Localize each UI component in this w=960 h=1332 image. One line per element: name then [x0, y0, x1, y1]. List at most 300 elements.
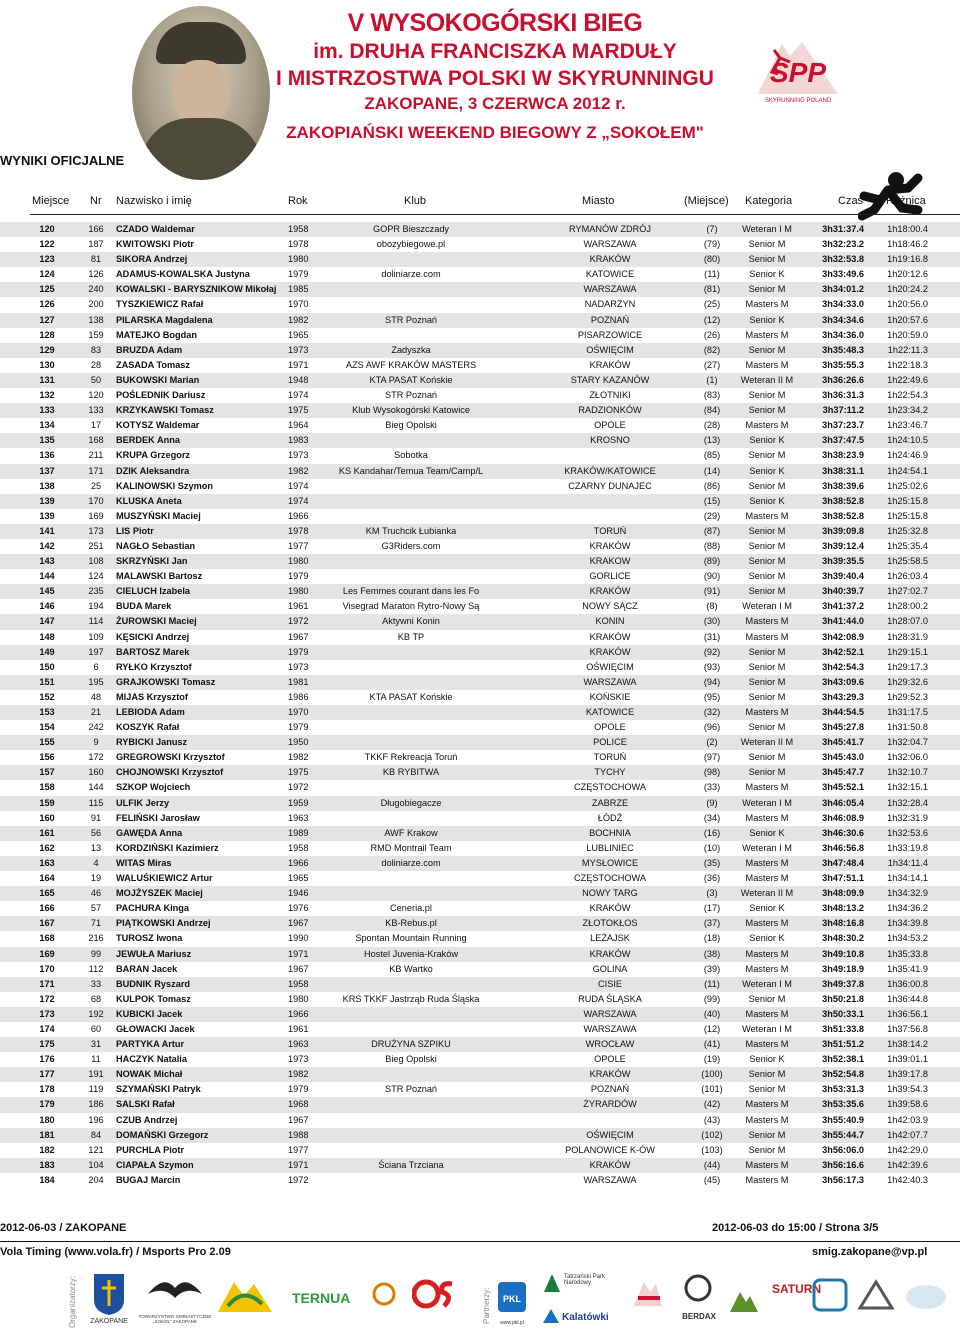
cell-rank: (95) [703, 691, 721, 702]
cell-name: SZYMAŃSKI Patryk [116, 1084, 201, 1095]
cell-club: G3Riders.com [381, 540, 441, 551]
cell-place: 136 [39, 450, 55, 461]
cell-category: Masters M [745, 1174, 789, 1185]
cell-place: 180 [39, 1114, 55, 1125]
cell-city: KATOWICE [585, 269, 635, 280]
cell-club: Długobiegacze [380, 797, 442, 808]
cell-name: LEBIODA Adam [116, 707, 185, 717]
table-row [0, 735, 960, 750]
cell-rank: (87) [703, 525, 721, 536]
cell-place: 163 [39, 857, 55, 868]
cell-category: Senior M [748, 1144, 786, 1155]
event-title: V WYSOKOGÓRSKI BIEG [347, 9, 643, 37]
cell-city: KRAKÓW [589, 903, 631, 914]
cell-place: 177 [39, 1069, 55, 1080]
cell-category: Masters M [745, 299, 789, 310]
cell-place: 162 [39, 842, 55, 853]
table-row [0, 1052, 960, 1067]
cell-rank: (32) [703, 707, 721, 717]
tatra-park-label: Tatrzański Park Narodowy [564, 1274, 606, 1286]
cell-city: ZŁOTOKŁOS [582, 918, 638, 929]
cell-rank: (96) [703, 722, 721, 733]
cell-place: 139 [39, 495, 55, 506]
cell-year: 1961 [288, 1023, 309, 1034]
cell-nr: 11 [91, 1054, 101, 1065]
cell-time: 3h38:39.6 [822, 480, 864, 491]
cell-time: 3h38:23.9 [822, 450, 864, 461]
cell-city: OPOLE [594, 1054, 626, 1065]
cell-diff: 1h34:36.2 [887, 903, 928, 914]
footer-divider [0, 1241, 960, 1242]
cell-place: 131 [39, 374, 55, 385]
cell-name: RYŁKO Krzysztof [116, 661, 192, 672]
cell-name: SKRZYŃSKI Jan [116, 556, 188, 567]
cell-diff: 1h20:56.0 [887, 299, 928, 310]
cell-nr: 81 [90, 254, 102, 265]
cell-time: 3h48:13.2 [822, 903, 864, 914]
cell-diff: 1h42:03.9 [887, 1114, 928, 1125]
cell-nr: 56 [90, 827, 102, 838]
cell-rank: (90) [703, 571, 721, 582]
cell-diff: 1h34:32.9 [887, 888, 928, 899]
cell-category: Masters M [745, 707, 789, 717]
cell-year: 1978 [288, 239, 309, 250]
table-row [0, 720, 960, 735]
cell-nr: 57 [90, 903, 102, 914]
cell-year: 1980 [288, 993, 309, 1004]
cell-city: KONIN [595, 616, 625, 627]
cell-place: 122 [39, 239, 55, 250]
cell-city: RYMANÓW ZDRÓJ [568, 224, 651, 234]
organizers-label: Organizatorzy: [68, 1275, 77, 1328]
cell-rank: (93) [703, 661, 721, 672]
cell-nr: 204 [88, 1174, 104, 1185]
cell-place: 137 [39, 465, 55, 476]
cell-rank: (82) [703, 344, 721, 355]
cell-time: 3h34:33.0 [822, 299, 864, 310]
cell-time: 3h46:08.9 [822, 812, 864, 823]
cell-city: CZARNY DUNAJEC [568, 480, 652, 491]
cell-name: MALAWSKI Bartosz [116, 571, 203, 582]
cell-year: 1970 [288, 707, 309, 717]
cell-time: 3h33:49.6 [822, 269, 864, 280]
cell-nr: 196 [88, 1114, 104, 1125]
cell-name: PIĄTKOWSKI Andrzej [116, 918, 211, 929]
cell-category: Masters M [745, 420, 789, 431]
cell-place: 132 [39, 390, 55, 401]
cell-time: 3h49:10.8 [822, 948, 864, 959]
table-row [0, 675, 960, 690]
skyrunning-poland-logo [752, 38, 844, 100]
cell-name: KĘSICKI Andrzej [116, 631, 190, 642]
cell-year: 1989 [288, 827, 309, 838]
cell-time: 3h42:08.9 [822, 631, 864, 642]
cell-nr: 216 [88, 933, 104, 944]
cell-rank: (83) [703, 390, 721, 401]
cell-rank: (81) [703, 284, 721, 295]
cell-nr: 60 [90, 1023, 102, 1034]
cell-rank: (94) [703, 676, 721, 687]
cell-time: 3h48:09.9 [822, 888, 864, 899]
cell-rank: (1) [706, 374, 718, 385]
cell-time: 3h32:23.2 [822, 239, 864, 250]
cell-year: 1972 [288, 1174, 309, 1185]
cell-city: KRAKÓW [589, 254, 631, 265]
cell-year: 1974 [288, 390, 309, 401]
cell-rank: (9) [706, 797, 718, 808]
cell-time: 3h49:18.9 [822, 963, 864, 974]
ternua-swirl-icon [372, 1282, 396, 1306]
cell-nr: 192 [88, 1008, 104, 1019]
cell-place: 127 [39, 314, 55, 325]
spp-logo-text: SPP [769, 57, 827, 88]
cell-time: 3h53:31.3 [822, 1084, 864, 1095]
cell-rank: (89) [703, 556, 721, 567]
cell-name: PARTYKA Artur [116, 1039, 185, 1050]
cell-place: 150 [39, 661, 55, 672]
cell-rank: (92) [703, 646, 721, 657]
cell-year: 1971 [288, 948, 309, 959]
cell-place: 130 [39, 359, 55, 370]
cell-city: WARSZAWA [583, 676, 637, 687]
cell-city: WARSZAWA [583, 1023, 637, 1034]
cell-diff: 1h34:39.8 [887, 918, 928, 929]
cell-rank: (30) [703, 616, 721, 627]
cell-year: 1973 [288, 1054, 309, 1065]
cell-diff: 1h32:53.6 [887, 827, 928, 838]
cell-place: 144 [39, 571, 55, 582]
cell-name: PURCHLA Piotr [116, 1144, 185, 1155]
cell-name: RYBICKI Janusz [116, 737, 188, 748]
cell-category: Senior M [748, 284, 786, 295]
zakopane-label: ZAKOPANE [90, 1318, 128, 1325]
cell-diff: 1h42:40.3 [887, 1174, 928, 1185]
table-row [0, 464, 960, 479]
cell-category: Senior K [749, 827, 785, 838]
cell-category: Weteran I M [742, 1023, 792, 1034]
cell-name: CZUB Andrzej [116, 1114, 178, 1125]
cell-category: Masters M [745, 857, 789, 868]
cell-nr: 112 [88, 963, 104, 974]
cell-nr: 115 [88, 797, 104, 808]
cell-nr: 235 [88, 586, 104, 597]
table-row [0, 690, 960, 705]
cell-year: 1958 [288, 842, 309, 853]
cell-club: KM Truchcik Łubianka [365, 525, 457, 536]
cell-category: Weteran II M [740, 888, 794, 899]
cell-year: 1959 [288, 797, 309, 808]
cell-nr: 121 [88, 1144, 104, 1155]
cell-year: 1975 [288, 767, 309, 778]
table-row [0, 765, 960, 780]
cell-diff: 1h25:35.4 [887, 540, 928, 551]
cell-rank: (13) [703, 435, 721, 446]
table-row [0, 418, 960, 433]
table-row [0, 584, 960, 599]
cell-category: Senior M [748, 993, 786, 1004]
cell-name: GRAJKOWSKI Tomasz [116, 676, 216, 687]
cell-name: MUSZYŃSKI Maciej [116, 510, 201, 521]
cell-nr: 71 [90, 918, 102, 929]
cell-rank: (12) [703, 1023, 721, 1034]
cell-place: 128 [39, 329, 55, 340]
col-club-header: Klub [404, 195, 427, 207]
cell-nr: 144 [88, 782, 104, 793]
cell-name: KOSZYK Rafał [116, 722, 180, 733]
cell-club: Bieg Opolski [385, 420, 437, 431]
cell-category: Masters M [745, 1039, 789, 1050]
cell-name: HACZYK Natalia [116, 1054, 187, 1065]
cell-place: 175 [39, 1039, 55, 1050]
cell-rank: (15) [703, 495, 721, 506]
cell-city: NOWY TARG [582, 888, 638, 899]
cell-diff: 1h36:44.8 [887, 993, 928, 1004]
cell-name: KOWALSKI - BARYSZNIKOW Mikołaj [116, 284, 277, 295]
table-row [0, 1007, 960, 1022]
cell-time: 3h47:51.1 [822, 873, 864, 884]
championship-title: I MISTRZOSTWA POLSKI W SKYRUNNINGU [276, 67, 714, 90]
cell-nr: 19 [90, 873, 102, 884]
cell-city: NOWY SĄCZ [582, 601, 638, 612]
cell-club: Ceneria.pl [390, 903, 432, 914]
cell-nr: 104 [88, 1159, 104, 1170]
table-row [0, 403, 960, 418]
cell-name: GAWĘDA Anna [116, 827, 183, 838]
cell-place: 178 [39, 1084, 55, 1095]
cell-diff: 1h32:31.9 [887, 812, 928, 823]
spp-subtitle: SKYRUNNING POLAND [764, 98, 832, 104]
cell-place: 146 [39, 601, 55, 612]
cell-city: ŁÓDŹ [597, 812, 623, 823]
cell-city: WARSZAWA [583, 239, 637, 250]
cell-time: 3h49:37.8 [822, 978, 864, 989]
cell-year: 1979 [288, 722, 309, 733]
cell-diff: 1h42:07.7 [887, 1129, 928, 1140]
cell-name: BERDEK Anna [116, 435, 180, 446]
cell-place: 145 [39, 586, 55, 597]
cell-nr: 91 [90, 812, 102, 823]
partner-logo-icon [904, 1282, 948, 1312]
cell-category: Senior K [749, 933, 785, 944]
cell-place: 148 [39, 631, 55, 642]
cell-rank: (42) [703, 1099, 721, 1110]
cell-place: 161 [39, 827, 55, 838]
cell-rank: (45) [703, 1174, 721, 1185]
cell-diff: 1h39:01.1 [887, 1054, 928, 1065]
cell-club: Hostel Juvenia-Kraków [364, 948, 458, 959]
saturn-logo: SATURN [772, 1282, 822, 1296]
cell-city: OŚWIĘCIM [586, 661, 634, 672]
cell-rank: (31) [703, 631, 721, 642]
cell-diff: 1h25:15.8 [887, 495, 928, 506]
cell-category: Senior M [748, 344, 786, 355]
cell-rank: (33) [703, 782, 721, 793]
table-row [0, 252, 960, 267]
cell-year: 1979 [288, 269, 309, 280]
cell-diff: 1h36:00.8 [887, 978, 928, 989]
cell-nr: 21 [90, 707, 102, 717]
cell-place: 139 [39, 510, 55, 521]
cell-rank: (44) [703, 1159, 721, 1170]
cell-city: RADZIONKÓW [578, 405, 642, 416]
cell-nr: 166 [88, 224, 104, 234]
cell-nr: 169 [88, 510, 104, 521]
cell-diff: 1h23:46.7 [887, 420, 928, 431]
cell-name: CZADO Waldemar [116, 224, 195, 234]
cell-nr: 191 [88, 1069, 104, 1080]
cell-rank: (88) [703, 540, 721, 551]
cell-category: Masters M [745, 510, 789, 521]
table-row [0, 297, 960, 312]
cell-city: KRAKÓW [589, 586, 631, 597]
cell-rank: (7) [706, 224, 718, 234]
cell-time: 3h38:52.8 [822, 495, 864, 506]
cell-time: 3h48:30.2 [822, 933, 864, 944]
col-time-header: Czas [838, 195, 864, 207]
cell-name: TUROSZ Iwona [116, 933, 183, 944]
cell-rank: (27) [703, 359, 721, 370]
cell-category: Senior M [748, 450, 786, 461]
cell-nr: 200 [88, 299, 104, 310]
berdax-label: BERDAX [682, 1312, 716, 1321]
cell-nr: 126 [88, 269, 104, 280]
cell-city: OPOLE [594, 420, 626, 431]
cell-place: 168 [39, 933, 55, 944]
cell-rank: (11) [704, 269, 720, 280]
cell-diff: 1h37:56.8 [887, 1023, 928, 1034]
cell-nr: 6 [93, 661, 99, 672]
cell-category: Masters M [745, 918, 789, 929]
cell-nr: 173 [88, 525, 104, 536]
pkl-url: www.pkl.pl [500, 1320, 524, 1326]
cell-category: Senior K [749, 465, 785, 476]
cell-year: 1985 [288, 284, 309, 295]
table-row [0, 992, 960, 1007]
cell-year: 1971 [288, 1159, 309, 1170]
cell-year: 1968 [288, 1099, 309, 1110]
cell-rank: (99) [703, 993, 721, 1004]
cell-rank: (19) [703, 1054, 721, 1065]
cell-name: SIKORA Andrzej [116, 254, 188, 265]
cell-diff: 1h25:32.8 [887, 525, 928, 536]
cell-category: Masters M [745, 812, 789, 823]
table-row [0, 750, 960, 765]
cell-nr: 84 [90, 1129, 102, 1140]
cell-diff: 1h22:49.6 [887, 374, 928, 385]
cell-time: 3h36:31.3 [822, 390, 864, 401]
cell-name: BARAN Jacek [116, 963, 178, 974]
cell-club: DRUŻYNA SZPIKU [371, 1039, 451, 1050]
cell-diff: 1h25:02.6 [887, 480, 928, 491]
cell-city: LEŻAJSK [590, 933, 630, 944]
berdax-logo-icon [684, 1274, 712, 1304]
cell-rank: (100) [701, 1069, 723, 1080]
cell-city: CZĘSTOCHOWA [574, 782, 646, 793]
cell-year: 1958 [288, 224, 309, 234]
cell-nr: 251 [88, 540, 104, 551]
table-row [0, 871, 960, 886]
tatra-park-icon [542, 1272, 562, 1294]
cell-place: 124 [39, 269, 55, 280]
cell-place: 125 [39, 284, 55, 295]
table-row [0, 448, 960, 463]
cell-place: 174 [39, 1023, 55, 1034]
cell-rank: (36) [703, 873, 721, 884]
table-row [0, 343, 960, 358]
table-row [0, 328, 960, 343]
cell-category: Senior M [748, 1129, 786, 1140]
cell-place: 176 [39, 1054, 55, 1065]
results-table [0, 222, 960, 1188]
cell-category: Senior M [748, 390, 786, 401]
table-row [0, 796, 960, 811]
cell-diff: 1h20:24.2 [887, 284, 928, 295]
table-row [0, 222, 960, 237]
cell-city: POLANOWICE K-ÓW [565, 1144, 655, 1155]
cell-time: 3h42:52.1 [822, 646, 864, 657]
cell-year: 1966 [288, 1008, 309, 1019]
cell-year: 1981 [288, 676, 309, 687]
cell-rank: (98) [703, 767, 721, 778]
cell-club: KB-Rebus.pl [385, 918, 437, 929]
cell-city: RUDA ŚLĄSKA [578, 993, 642, 1004]
table-row [0, 494, 960, 509]
cell-rank: (86) [703, 480, 721, 491]
cell-time: 3h38:52.8 [822, 510, 864, 521]
cell-time: 3h39:40.4 [822, 571, 864, 582]
cell-city: WARSZAWA [583, 1174, 637, 1185]
table-row [0, 901, 960, 916]
cell-category: Weteran I M [742, 224, 792, 234]
cell-diff: 1h29:17.3 [887, 661, 928, 672]
cell-nr: 68 [90, 993, 102, 1004]
cell-diff: 1h32:06.0 [887, 752, 928, 763]
sponsor-strip [0, 1268, 960, 1332]
cell-year: 1964 [288, 420, 309, 431]
cell-category: Masters M [745, 631, 789, 642]
cell-rank: (10) [703, 842, 721, 853]
event-logo-icon [214, 1276, 276, 1316]
cell-name: ZASADA Tomasz [116, 359, 191, 370]
cell-city: WROCŁAW [585, 1039, 635, 1050]
cell-nr: 187 [88, 239, 104, 250]
cell-diff: 1h20:57.6 [887, 314, 928, 325]
cell-city: TYCHY [594, 767, 626, 778]
cell-city: ZABRZE [591, 797, 629, 808]
table-row [0, 1143, 960, 1158]
cell-city: GORLICE [589, 571, 631, 582]
cell-category: Senior K [749, 269, 785, 280]
cell-city: ŻYRARDÓW [583, 1099, 637, 1110]
cell-year: 1979 [288, 1084, 309, 1095]
cell-time: 3h45:52.1 [822, 782, 864, 793]
cell-nr: 171 [88, 465, 104, 476]
cell-diff: 1h29:15.1 [887, 646, 928, 657]
cell-city: OPOLE [594, 722, 626, 733]
cell-place: 164 [39, 873, 55, 884]
mountain-logo-icon [728, 1282, 760, 1314]
cell-nr: 120 [88, 390, 104, 401]
cell-year: 1988 [288, 1129, 309, 1140]
kalatowki-icon [542, 1308, 560, 1324]
cell-diff: 1h34:53.2 [887, 933, 928, 944]
cell-place: 160 [39, 812, 55, 823]
table-row [0, 1037, 960, 1052]
cell-club: Visegrad Maraton Rytro-Nowy Są [342, 601, 480, 612]
cell-nr: 124 [88, 571, 104, 582]
cell-name: TYSZKIEWICZ Rafał [116, 299, 204, 310]
cell-diff: 1h24:46.9 [887, 450, 928, 461]
